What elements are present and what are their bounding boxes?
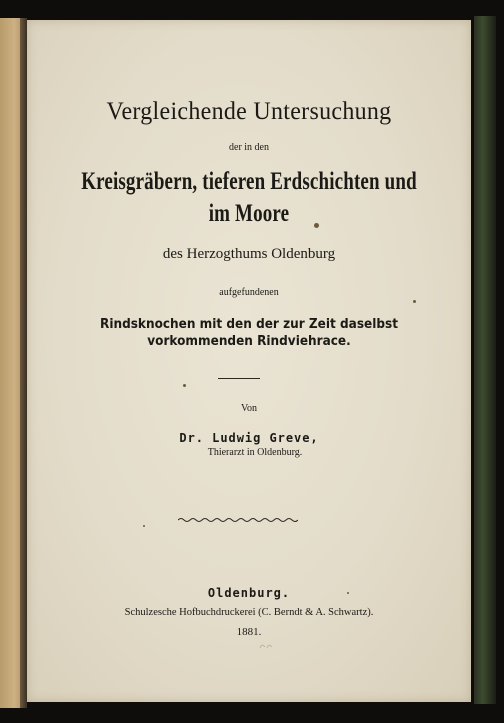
- region-line: des Herzogthums Oldenburg: [162, 246, 336, 262]
- author-name: Dr. Ludwig Greve,: [179, 430, 319, 445]
- publication-place: Oldenburg.: [207, 586, 291, 600]
- headline-line-1: Kreisgräbern, tieferen Erdschichten und: [81, 168, 417, 195]
- book-binding: [20, 18, 27, 708]
- paper-speck: [143, 525, 145, 527]
- publication-year: 1881.: [236, 626, 262, 638]
- library-stamp-mark: [258, 642, 276, 650]
- title-page: [27, 20, 471, 702]
- ornamental-wave-rule: [178, 516, 298, 524]
- divider-rule: [218, 378, 260, 379]
- subtitle-connector: der in den: [229, 142, 269, 153]
- book-title: Vergleichende Untersuchung: [106, 98, 392, 125]
- by-label: Von: [241, 403, 257, 414]
- topic-line-2: vorkommenden Rindviehrace.: [147, 334, 351, 349]
- author-affiliation: Thierarzt in Oldenburg.: [207, 447, 303, 458]
- headline-line-2: im Moore: [208, 200, 290, 227]
- topic-line-1: Rindsknochen mit den der zur Zeit daselbst: [100, 317, 398, 332]
- paper-speck: [413, 300, 416, 303]
- cover-edge: [474, 16, 496, 704]
- found-line: aufgefundenen: [219, 287, 279, 298]
- publisher: Schulzesche Hofbuchdruckerei (C. Berndt & A. Schwartz).: [124, 607, 374, 618]
- paper-speck: [314, 223, 319, 228]
- paper-speck: [183, 384, 186, 387]
- paper-speck: [347, 592, 349, 594]
